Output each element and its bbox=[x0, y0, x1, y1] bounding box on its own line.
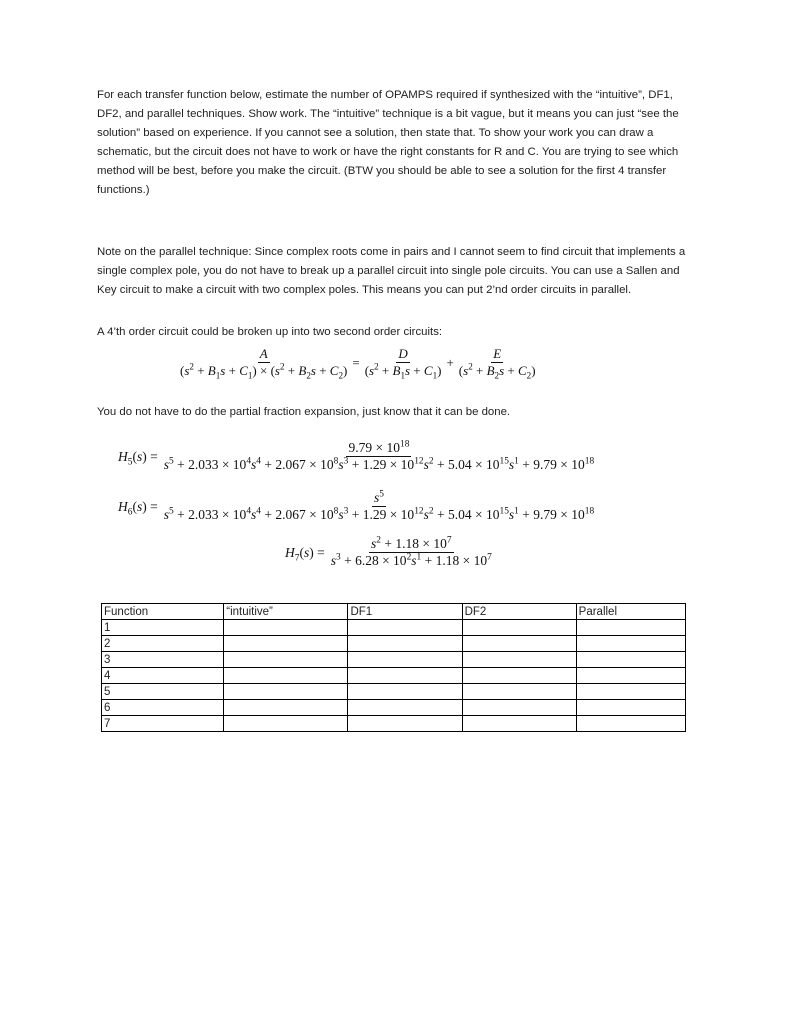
table-cell[interactable] bbox=[348, 668, 462, 684]
table-cell[interactable] bbox=[576, 716, 685, 732]
h5-transfer-function: $H_5(s)$ = $9.79 \times 10^{18}$ $s^5 + 2.033 \times 10^4s^4 + 2.067 \times 10^8s^3 + 1.29 \times 10^{12}s^2 + 5.04 \times 10^{15}s^1 + 9.79 \times 10^{18}$ bbox=[118, 439, 595, 472]
row-label: 4 bbox=[102, 668, 224, 684]
table-cell[interactable] bbox=[576, 700, 685, 716]
fourth-order-note: A 4’th order circuit could be broken up into two second order circuits: bbox=[97, 326, 443, 338]
row-label: 6 bbox=[102, 700, 224, 716]
table-cell[interactable] bbox=[462, 620, 576, 636]
table-cell[interactable] bbox=[462, 668, 576, 684]
table-cell[interactable] bbox=[462, 652, 576, 668]
header-df1: DF1 bbox=[348, 604, 462, 620]
table-cell[interactable] bbox=[576, 620, 685, 636]
h7-transfer-function: $H_7(s)$ = $\frac{s^2 + 1.18 \times 10^7}{s^3 + 6.28 \times 10^2s^1 + 1.18 \times 10^7}$ bbox=[285, 535, 492, 568]
table-cell[interactable] bbox=[348, 684, 462, 700]
table-cell[interactable] bbox=[348, 652, 462, 668]
table-row bbox=[102, 684, 686, 700]
table-cell[interactable] bbox=[462, 684, 576, 700]
fraction-a: $\frac{A}{(s^2 + B_1s + C_1) \times (s^2 + B_2s + C_2)}$ bbox=[180, 346, 348, 381]
table-cell[interactable] bbox=[224, 684, 348, 700]
table-row bbox=[102, 716, 686, 732]
row-label: 5 bbox=[102, 684, 224, 700]
table-row bbox=[102, 652, 686, 668]
table-cell[interactable] bbox=[576, 652, 685, 668]
row-label: 2 bbox=[102, 636, 224, 652]
table-cell[interactable] bbox=[462, 716, 576, 732]
table-row bbox=[102, 636, 686, 652]
table-cell[interactable] bbox=[348, 700, 462, 716]
table-cell[interactable] bbox=[576, 684, 685, 700]
table-cell[interactable] bbox=[462, 700, 576, 716]
header-intuitive: “intuitive” bbox=[224, 604, 348, 620]
opamp-count-table bbox=[101, 603, 686, 732]
partial-fraction-equation: $\frac{A}{(s^2 + B_1s + C_1) \times (s^2 + B_2s + C_2)}$ = $\frac{D}{(s^2 + B_1s + C_1)}$ + $\frac{E}{(s^2 + B_2s + C_2)}$ bbox=[180, 346, 536, 381]
table-cell[interactable] bbox=[462, 636, 576, 652]
table-cell[interactable] bbox=[576, 668, 685, 684]
h6-transfer-function: $H_6(s)$ = $s^5$ $s^5 + 2.033 \times 10^4s^4 + 2.067 \times 10^8s^3 + 1.29 \times 10^{12}s^2 + 5.04 \times 10^{15}s^1 + 9.79 \times 10^{18}$ bbox=[118, 489, 595, 522]
table-cell[interactable] bbox=[224, 716, 348, 732]
fraction-e: $\frac{E}{(s^2 + B_2s + C_2)}$ bbox=[458, 346, 536, 381]
fraction-d: $\frac{D}{(s^2 + B_1s + C_1)}$ bbox=[364, 346, 442, 381]
table-cell[interactable] bbox=[576, 636, 685, 652]
table-row bbox=[102, 620, 686, 636]
table-header-row bbox=[102, 604, 686, 620]
table-cell[interactable] bbox=[224, 652, 348, 668]
header-parallel: Parallel bbox=[576, 604, 685, 620]
table-cell[interactable] bbox=[348, 636, 462, 652]
header-df2: DF2 bbox=[462, 604, 576, 620]
intro-paragraph: For each transfer function below, estimate the number of OPAMPS required if synthesized with the “intuitive”, DF1, DF2, and parallel techniques. Show work. The “intuitive” technique is a bit vague, but it means you can just “see the solution” based on experience. If you cannot see a solution, then state that. To show your work you can draw a schematic, but the circuit does not have to work or have the right constants for R and C. You are trying to see which method will be best, before you make the circuit. (BTW you should be able to see a solution for the first 4 transfer functions.) bbox=[97, 89, 679, 196]
header-function: Function bbox=[102, 604, 224, 620]
row-label: 3 bbox=[102, 652, 224, 668]
table-cell[interactable] bbox=[224, 700, 348, 716]
table-row bbox=[102, 668, 686, 684]
note-paragraph: Note on the parallel technique: Since complex roots come in pairs and I cannot seem to find circuit that implements a single complex pole, you do not have to break up a parallel circuit into single pole circuits. You can use a Sallen and Key circuit to make a circuit with two complex poles. This means you can put 2’nd order circuits in parallel. bbox=[97, 246, 686, 296]
table-cell[interactable] bbox=[348, 620, 462, 636]
table-cell[interactable] bbox=[224, 668, 348, 684]
row-label: 7 bbox=[102, 716, 224, 732]
partial-fraction-note: You do not have to do the partial fraction expansion, just know that it can be done. bbox=[97, 406, 511, 418]
table-cell[interactable] bbox=[348, 716, 462, 732]
table-cell[interactable] bbox=[224, 620, 348, 636]
table-cell[interactable] bbox=[224, 636, 348, 652]
row-label: 1 bbox=[102, 620, 224, 636]
table-row bbox=[102, 700, 686, 716]
